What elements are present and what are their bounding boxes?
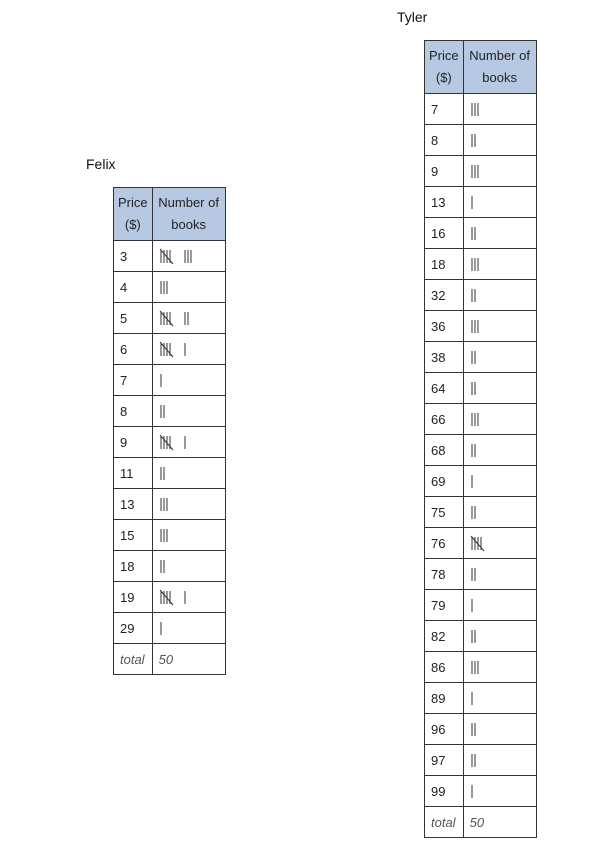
tally-marks bbox=[470, 131, 530, 149]
tally-marks bbox=[470, 379, 530, 397]
table-row bbox=[114, 458, 226, 489]
table-row bbox=[425, 311, 537, 342]
tally-cell bbox=[463, 94, 536, 125]
tally-marks bbox=[470, 720, 530, 738]
header-row bbox=[425, 41, 537, 94]
price-cell: 38 bbox=[425, 342, 464, 373]
price-cell: 97 bbox=[425, 745, 464, 776]
total-label: total bbox=[114, 644, 153, 675]
tally-cell bbox=[152, 334, 225, 365]
price-cell: 82 bbox=[425, 621, 464, 652]
tally-cell bbox=[152, 613, 225, 644]
price-cell: 15 bbox=[114, 520, 153, 551]
tally-cell bbox=[463, 652, 536, 683]
price-header: Price ($) bbox=[114, 188, 153, 241]
tally-marks bbox=[159, 247, 219, 265]
table-row bbox=[425, 156, 537, 187]
table-row bbox=[425, 652, 537, 683]
tally-cell bbox=[463, 373, 536, 404]
table-row bbox=[114, 241, 226, 272]
tally-cell bbox=[152, 489, 225, 520]
price-cell: 7 bbox=[425, 94, 464, 125]
tally-marks bbox=[470, 317, 530, 335]
price-cell: 89 bbox=[425, 683, 464, 714]
price-cell: 18 bbox=[114, 551, 153, 582]
tally-cell bbox=[463, 683, 536, 714]
price-cell: 69 bbox=[425, 466, 464, 497]
table-row bbox=[425, 497, 537, 528]
tally-marks bbox=[470, 627, 530, 645]
tally-cell bbox=[463, 187, 536, 218]
tally-cell bbox=[152, 520, 225, 551]
table-row bbox=[425, 683, 537, 714]
tally-marks bbox=[159, 588, 219, 606]
tally-marks bbox=[159, 309, 219, 327]
price-header: Price ($) bbox=[425, 41, 464, 94]
count-header: Number of books bbox=[463, 41, 536, 94]
price-cell: 19 bbox=[114, 582, 153, 613]
price-cell: 64 bbox=[425, 373, 464, 404]
price-cell: 79 bbox=[425, 590, 464, 621]
felix-table bbox=[113, 187, 226, 675]
tally-cell bbox=[152, 458, 225, 489]
price-cell: 6 bbox=[114, 334, 153, 365]
price-cell: 16 bbox=[425, 218, 464, 249]
tally-cell bbox=[463, 714, 536, 745]
table-row bbox=[425, 125, 537, 156]
table-row bbox=[425, 187, 537, 218]
tyler-table bbox=[424, 40, 537, 838]
total-value: 50 bbox=[152, 644, 225, 675]
tally-marks bbox=[159, 557, 219, 575]
price-cell: 76 bbox=[425, 528, 464, 559]
felix-label: Felix bbox=[86, 156, 116, 172]
tally-cell bbox=[463, 280, 536, 311]
price-cell: 7 bbox=[114, 365, 153, 396]
tally-marks bbox=[470, 689, 530, 707]
tally-cell bbox=[463, 497, 536, 528]
table-row bbox=[114, 427, 226, 458]
table-row bbox=[114, 613, 226, 644]
table-row bbox=[425, 621, 537, 652]
total-label: total bbox=[425, 807, 464, 838]
tally-cell bbox=[463, 776, 536, 807]
tally-cell bbox=[463, 528, 536, 559]
price-cell: 29 bbox=[114, 613, 153, 644]
tally-cell bbox=[463, 435, 536, 466]
table-row bbox=[425, 528, 537, 559]
tally-marks bbox=[470, 224, 530, 242]
tally-marks bbox=[159, 402, 219, 420]
price-cell: 96 bbox=[425, 714, 464, 745]
tally-marks bbox=[470, 503, 530, 521]
tally-cell bbox=[463, 249, 536, 280]
total-row bbox=[114, 644, 226, 675]
tally-cell bbox=[463, 156, 536, 187]
table-row bbox=[425, 559, 537, 590]
price-cell: 18 bbox=[425, 249, 464, 280]
price-cell: 68 bbox=[425, 435, 464, 466]
table-row bbox=[425, 435, 537, 466]
price-cell: 4 bbox=[114, 272, 153, 303]
price-cell: 9 bbox=[114, 427, 153, 458]
price-cell: 66 bbox=[425, 404, 464, 435]
table-row bbox=[425, 404, 537, 435]
table-row bbox=[425, 745, 537, 776]
price-cell: 99 bbox=[425, 776, 464, 807]
table-row bbox=[114, 582, 226, 613]
tally-cell bbox=[463, 218, 536, 249]
tally-cell bbox=[463, 621, 536, 652]
price-cell: 8 bbox=[114, 396, 153, 427]
table-row bbox=[114, 365, 226, 396]
price-cell: 86 bbox=[425, 652, 464, 683]
price-cell: 11 bbox=[114, 458, 153, 489]
tally-marks bbox=[159, 340, 219, 358]
price-cell: 3 bbox=[114, 241, 153, 272]
price-cell: 5 bbox=[114, 303, 153, 334]
price-cell: 32 bbox=[425, 280, 464, 311]
tally-cell bbox=[463, 125, 536, 156]
tally-marks bbox=[159, 464, 219, 482]
tally-marks bbox=[470, 751, 530, 769]
table-row bbox=[114, 489, 226, 520]
table-row bbox=[425, 590, 537, 621]
tally-marks bbox=[159, 526, 219, 544]
total-value: 50 bbox=[463, 807, 536, 838]
tally-cell bbox=[463, 745, 536, 776]
tally-cell bbox=[463, 404, 536, 435]
tally-marks bbox=[159, 495, 219, 513]
tally-marks bbox=[470, 441, 530, 459]
table-row bbox=[114, 334, 226, 365]
table-row bbox=[114, 303, 226, 334]
table-row bbox=[425, 714, 537, 745]
total-row bbox=[425, 807, 537, 838]
table-row bbox=[425, 342, 537, 373]
tally-cell bbox=[152, 396, 225, 427]
tally-marks bbox=[159, 619, 219, 637]
table-row bbox=[425, 776, 537, 807]
table-row bbox=[114, 551, 226, 582]
tally-marks bbox=[470, 534, 530, 552]
tally-marks bbox=[470, 410, 530, 428]
table-row bbox=[425, 249, 537, 280]
tally-cell bbox=[152, 427, 225, 458]
table-row bbox=[114, 396, 226, 427]
tally-cell bbox=[463, 342, 536, 373]
tally-marks bbox=[470, 472, 530, 490]
tally-marks bbox=[470, 193, 530, 211]
tally-cell bbox=[152, 272, 225, 303]
tally-cell bbox=[463, 311, 536, 342]
price-cell: 78 bbox=[425, 559, 464, 590]
tally-cell bbox=[463, 559, 536, 590]
tally-cell bbox=[152, 365, 225, 396]
tally-marks bbox=[159, 433, 219, 451]
tally-marks bbox=[470, 286, 530, 304]
price-cell: 75 bbox=[425, 497, 464, 528]
price-cell: 36 bbox=[425, 311, 464, 342]
price-cell: 9 bbox=[425, 156, 464, 187]
price-cell: 13 bbox=[114, 489, 153, 520]
header-row bbox=[114, 188, 226, 241]
table-row bbox=[425, 280, 537, 311]
table-row bbox=[425, 373, 537, 404]
tally-cell bbox=[152, 551, 225, 582]
table-row bbox=[425, 218, 537, 249]
table-row bbox=[425, 466, 537, 497]
table-row bbox=[425, 94, 537, 125]
tally-marks bbox=[470, 596, 530, 614]
tally-cell bbox=[152, 582, 225, 613]
tally-cell bbox=[152, 303, 225, 334]
tally-marks bbox=[470, 658, 530, 676]
table-row bbox=[114, 272, 226, 303]
tyler-label: Tyler bbox=[397, 9, 428, 25]
price-cell: 13 bbox=[425, 187, 464, 218]
tally-marks bbox=[470, 348, 530, 366]
count-header: Number of books bbox=[152, 188, 225, 241]
tally-marks bbox=[159, 371, 219, 389]
price-cell: 8 bbox=[425, 125, 464, 156]
tally-cell bbox=[463, 590, 536, 621]
tally-marks bbox=[470, 100, 530, 118]
tally-cell bbox=[152, 241, 225, 272]
tally-marks bbox=[470, 255, 530, 273]
tally-marks bbox=[159, 278, 219, 296]
tally-cell bbox=[463, 466, 536, 497]
tally-marks bbox=[470, 565, 530, 583]
tally-marks bbox=[470, 162, 530, 180]
table-row bbox=[114, 520, 226, 551]
tally-marks bbox=[470, 782, 530, 800]
